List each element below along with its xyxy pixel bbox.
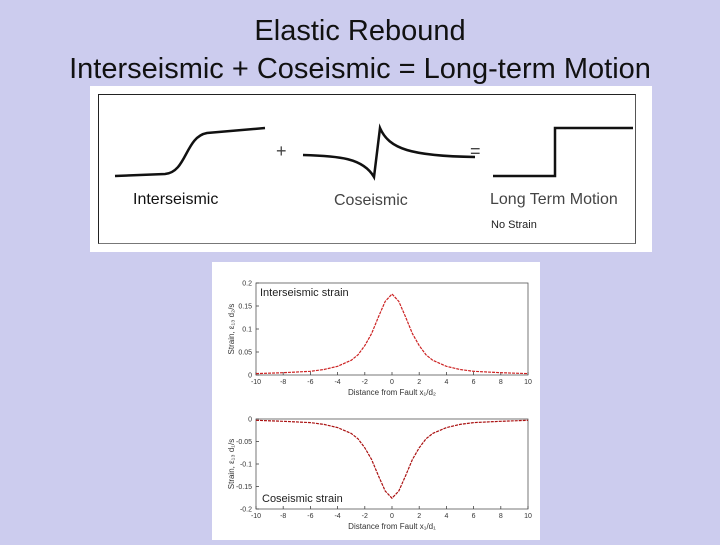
chart2-x-tick-label: -10 [250,513,262,520]
chart2-y-axis-label: Strain, ε₁₃ d₁/s [227,438,236,490]
interseismic-label: Interseismic [133,191,219,208]
slide-title-line1: Elastic Rebound [254,15,466,47]
chart2-x-tick-label: 4 [444,513,449,520]
strain-charts-panel [212,262,540,540]
chart1-y-tick-label: 0.15 [238,303,252,311]
equals-sign: = [470,141,481,161]
chart2-x-tick-label: 8 [498,513,503,520]
slide-title-line2: Interseismic + Coseismic = Long-term Motion [69,53,651,85]
chart2-x-tick-label: 0 [390,513,394,520]
chart1-x-tick-label: -8 [280,379,287,386]
chart1-y-tick-label: 0.05 [238,349,252,357]
chart2-x-axis-label: Distance from Fault x₁/d₁ [348,522,436,531]
chart1-x-tick-label: 6 [471,379,476,386]
chart1-y-axis-label: Strain, ε₁₃ d₂/s [227,303,236,355]
chart1-x-axis-label: Distance from Fault x₁/d₂ [347,388,437,397]
chart2-x-tick-label: 2 [417,513,422,520]
chart2-x-tick-label: -8 [280,513,287,520]
strain-charts [212,262,540,540]
chart1-x-tick-label: 4 [444,379,449,386]
chart1-annotation: Interseismic strain [260,287,349,299]
chart1-y-tick-label: 0.2 [242,280,252,288]
chart1-x-tick-label: -2 [361,379,368,386]
chart1-y-tick-label: 0.1 [242,326,252,334]
long-term-motion-label: Long Term Motion [490,191,618,208]
plus-sign: + [276,141,287,161]
chart2-x-tick-label: -6 [307,513,314,520]
chart2-x-tick-label: -4 [334,513,341,520]
chart1-x-tick-label: -6 [307,379,314,386]
chart2-x-tick-label: 6 [471,513,476,520]
diagram-frame [98,94,636,244]
chart1-x-tick-label: 8 [498,379,503,386]
coseismic-curve [303,128,475,177]
chart2-y-tick-label: -0.1 [239,461,252,469]
chart1-y-tick-label: 0 [248,372,252,380]
elastic-rebound-diagram [90,86,652,252]
coseismic-label: Coseismic [334,192,408,209]
chart2-y-tick-label: -0.05 [236,439,252,446]
chart1-x-tick-label: -4 [334,379,341,386]
interseismic-curve [115,128,265,176]
chart2-y-tick-label: -0.2 [239,506,252,514]
chart1-x-tick-label: -10 [250,379,262,386]
chart1-x-tick-label: 2 [417,379,422,386]
no-strain-label: No Strain [491,219,537,231]
chart2-x-tick-label: 10 [524,513,532,520]
chart1-x-tick-label: 10 [524,379,532,386]
chart1-x-tick-label: 0 [390,379,394,386]
long-term-motion-curve [493,128,633,176]
chart2-y-tick-label: -0.15 [236,484,252,491]
chart2-annotation: Coseismic strain [262,493,343,505]
chart2-y-tick-label: 0 [248,416,252,424]
chart2-x-tick-label: -2 [361,513,368,520]
diagram-curves [99,95,635,243]
